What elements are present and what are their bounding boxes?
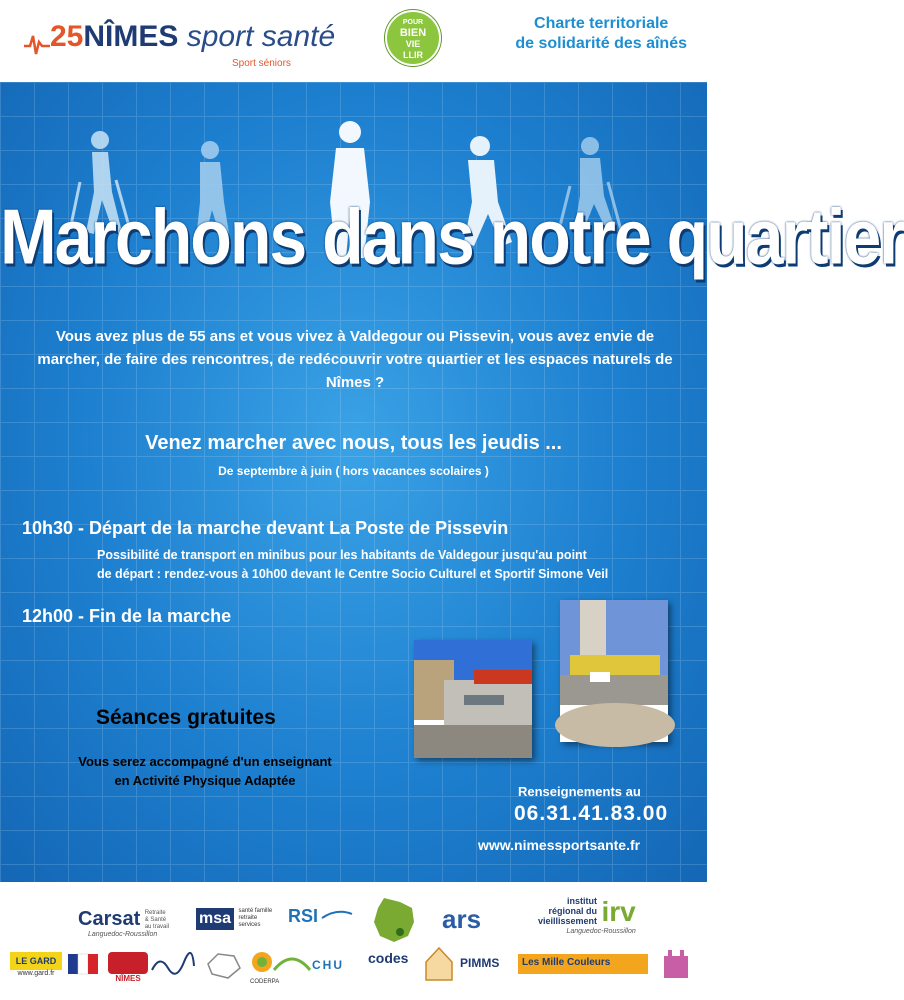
coderpa-logo: CODERPA — [250, 950, 279, 985]
rsi-logo: RSI — [288, 906, 352, 927]
castle-icon — [662, 946, 690, 980]
chu-logo: CHU — [312, 958, 344, 972]
logo-text: 25NÎMES sport santé — [50, 20, 336, 53]
transport-info: Possibilité de transport en minibus pour les habitants de Valdegour jusqu'au point de départ : rendez-vous à 10h00 devant le Centre Socio Culturel et Sportif Simone Veil — [97, 548, 609, 581]
intro-paragraph: Vous avez plus de 55 ans et vous vivez à Valdegour ou Pissevin, vous avez envie de marcher, de faire des rencontres, de redécouvrir votre quartier et les espaces naturels de Nîmes ? — [37, 328, 673, 391]
period-text: De septembre à juin ( hors vacances scolaires ) — [218, 464, 489, 478]
rsi-wave-icon — [322, 908, 352, 922]
mille-couleurs-logo: Les Mille Couleurs — [518, 954, 648, 974]
republique-flag-icon — [68, 954, 98, 974]
poster-background — [0, 82, 904, 882]
header — [0, 0, 707, 82]
nimes-sport-sante-logo — [22, 20, 342, 72]
map-outline-icon — [204, 950, 242, 980]
generations-logo-icon — [272, 948, 312, 976]
bien-vieillir-badge: POUR BIEN VIE LLIR — [385, 10, 441, 66]
coderpa-flower-icon — [250, 950, 274, 974]
ars-logo: ars — [442, 904, 482, 934]
codes-logo: codes — [368, 950, 409, 966]
partners-strip — [0, 882, 707, 1000]
msa-logo: msa santé famille retraite services — [196, 908, 278, 930]
website-link[interactable]: www.nimessportsante.fr — [478, 837, 641, 853]
irv-logo: institut régional du vieillissement irv Languedoc-Roussillon — [538, 896, 636, 935]
teacher-info: Vous serez accompagné d'un enseignant en Activité Physique Adaptée — [78, 754, 332, 788]
invitation-heading: Venez marcher avec nous, tous les jeudis ... — [145, 432, 562, 454]
heartbeat-icon — [22, 28, 52, 58]
charte-title: Charte territoriale de solidarité des aînés — [515, 15, 687, 52]
house-icon — [424, 946, 454, 982]
contact-label: Renseignements au — [518, 784, 641, 799]
free-sessions-heading: Séances gratuites — [96, 706, 276, 729]
pimms-logo: PIMMS — [460, 956, 500, 970]
carsat-logo: Carsat Retraite & Santé au travail Languedoc-Roussillon — [78, 908, 170, 938]
mutuelle-signature-icon — [150, 952, 196, 976]
photo-post-office — [414, 640, 532, 758]
departure-time: 10h30 - Départ de la marche devant La Poste de Pissevin — [22, 518, 509, 538]
end-time: 12h00 - Fin de la marche — [22, 606, 232, 626]
photo-community-centre — [560, 600, 668, 742]
nimes-city-logo: NÎMES — [108, 952, 148, 983]
phone-number[interactable]: 06.31.41.83.00 — [514, 802, 669, 825]
france-map-icon — [370, 896, 420, 944]
gard-logo: LE GARD www.gard.fr — [10, 952, 62, 977]
logo-subtitle: Sport séniors — [232, 58, 291, 69]
main-title: Marchons dans notre quartier — [0, 193, 904, 281]
